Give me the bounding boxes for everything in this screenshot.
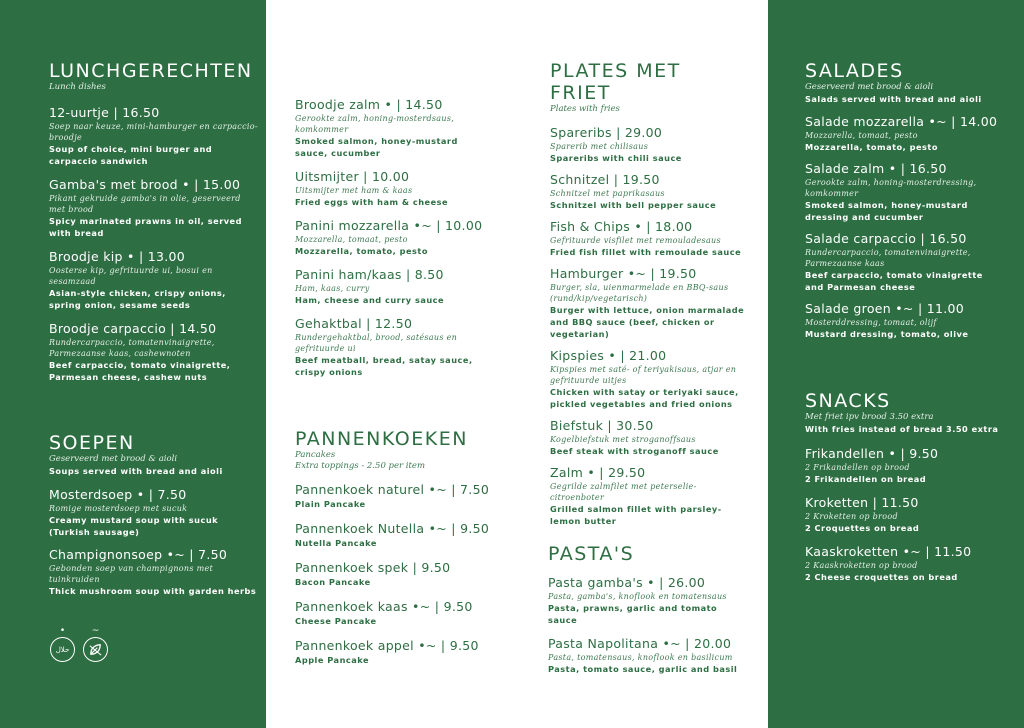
menu-item-description-nl: Pasta, tomatensaus, knoflook en basilicum xyxy=(548,653,733,662)
soups-subtitle-en: Soups served with bread and aioli xyxy=(49,466,223,476)
menu-item xyxy=(805,231,1000,293)
menu-item-description-nl: 2 Kaaskroketten op brood xyxy=(805,561,918,570)
menu-item xyxy=(805,495,1000,534)
menu-item-name: Pannenkoek appel •~ | 9.50 xyxy=(295,638,479,653)
menu-item-description-nl: Gerookte zalm, honing-mosterdsaus, komkommer xyxy=(295,114,455,134)
lunch-title: LUNCHGERECHTEN xyxy=(49,60,253,82)
menu-item-description-nl: Rundergehaktbal, brood, satésaus en gefrituurde ui xyxy=(295,333,458,353)
menu-item-name: Salade mozzarella •~ | 14.00 xyxy=(805,114,998,129)
menu-item xyxy=(295,169,490,208)
vegetarian-legend xyxy=(83,625,108,662)
snacks-section xyxy=(805,390,1000,583)
snacks-subtitle-nl: Met friet ipv brood 3.50 extra xyxy=(805,412,934,422)
menu-item-name: Broodje zalm • | 14.50 xyxy=(295,97,443,112)
menu-item xyxy=(49,547,259,597)
menu-item-description-nl: Schnitzel met paprikasaus xyxy=(550,189,665,198)
menu-item-description-en: Chicken with satay or teriyaki sauce, pickled vegetables and fried onions xyxy=(550,387,739,409)
menu-item xyxy=(49,487,259,538)
menu-item-name: Pasta Napolitana •~ | 20.00 xyxy=(548,636,732,651)
menu-item-description-en: 2 Frikandellen on bread xyxy=(805,474,927,484)
salads-subtitle-en: Salads served with bread and aioli xyxy=(805,94,982,104)
menu-item xyxy=(548,636,743,675)
menu-item-description-en: Spareribs with chili sauce xyxy=(550,153,682,163)
vegetarian-marker: ~ xyxy=(91,626,100,636)
pasta-title: PASTA'S xyxy=(548,543,635,565)
menu-item xyxy=(295,560,495,588)
menu-item-description-en: Beef meatball, bread, satay sauce, crispy onions xyxy=(295,355,473,377)
menu-item-description-nl: Kipspies met saté- of teriyakisaus, atjar en gefrituurde uitjes xyxy=(550,365,737,385)
menu-item-description-nl: Gefrituurde visfilet met remouladesaus xyxy=(550,236,721,245)
menu-item-description-nl: Burger, sla, uienmarmelade en BBQ-saus (rund/kip/vegetarisch) xyxy=(550,283,729,303)
lunch-section xyxy=(49,60,259,383)
menu-item-description-nl: Romige mosterdsoep met sucuk xyxy=(49,504,188,513)
menu-item-description-nl: Gebonden soep van champignons met tuinkruiden xyxy=(49,564,214,584)
menu-item xyxy=(49,177,259,239)
menu-item-description-en: Pasta, prawns, garlic and tomato sauce xyxy=(548,603,718,625)
menu-item-name: Broodje carpaccio | 14.50 xyxy=(49,321,217,336)
salads-section xyxy=(805,60,1000,340)
menu-item-description-en: Grilled salmon fillet with parsley-lemon butter xyxy=(550,504,722,526)
menu-item xyxy=(295,97,490,159)
menu-item-description-en: Plain Pancake xyxy=(295,499,366,509)
menu-item-description-en: Beef carpaccio, tomato vinaigrette and Parmesan cheese xyxy=(805,270,983,292)
menu-item-name: Gehaktbal | 12.50 xyxy=(295,316,413,331)
menu-item-name: Pannenkoek naturel •~ | 7.50 xyxy=(295,482,490,497)
menu-item-name: Zalm • | 29.50 xyxy=(550,465,646,480)
menu-item xyxy=(550,418,745,457)
menu-item xyxy=(49,249,259,311)
plates-title: PLATES MET FRIET xyxy=(550,60,681,104)
menu-item-description-en: Creamy mustard soup with sucuk (Turkish sausage) xyxy=(49,515,219,537)
pancakes-title: PANNENKOEKEN xyxy=(295,428,468,450)
menu-item-name: Spareribs | 29.00 xyxy=(550,125,663,140)
plates-subtitle: Plates with fries xyxy=(550,104,620,114)
menu-item xyxy=(295,482,495,510)
menu-item-name: Salade zalm • | 16.50 xyxy=(805,161,947,176)
menu-item-description-en: Fried eggs with ham & cheese xyxy=(295,197,449,207)
menu-item xyxy=(49,321,259,383)
menu-item-description-en: Schnitzel with bell pepper sauce xyxy=(550,200,717,210)
menu-item xyxy=(805,301,1000,340)
menu-item-description-en: Fried fish fillet with remoulade sauce xyxy=(550,247,742,257)
menu-item-name: Uitsmijter | 10.00 xyxy=(295,169,410,184)
menu-item xyxy=(805,114,1000,153)
lunch-subtitle: Lunch dishes xyxy=(49,82,106,92)
menu-item-description-nl: 2 Frikandellen op brood xyxy=(805,463,910,472)
menu-item-name: Hamburger •~ | 19.50 xyxy=(550,266,697,281)
menu-item xyxy=(550,465,745,527)
pancakes-extra-toppings: Extra toppings - 2.50 per item xyxy=(295,461,426,471)
menu-item-description-en: Beef steak with stroganoff sauce xyxy=(550,446,719,456)
soups-subtitle-nl: Geserveerd met brood & aioli xyxy=(49,454,178,464)
menu-item-description-en: Pasta, tomato sauce, garlic and basil xyxy=(548,664,738,674)
menu-item xyxy=(550,219,745,258)
menu-item-name: Pannenkoek spek | 9.50 xyxy=(295,560,451,575)
menu-item xyxy=(295,316,490,378)
menu-item xyxy=(295,267,490,306)
menu-item xyxy=(805,544,1000,583)
menu-item-name: Pasta gamba's • | 26.00 xyxy=(548,575,706,590)
menu-item-description-nl: Uitsmijter met ham & kaas xyxy=(295,186,413,195)
menu-item-description-nl: Gerookte zalm, honing-mosterdressing, komkommer xyxy=(805,178,977,198)
menu-item-description-en: Smoked salmon, honey-mustard sauce, cucumber xyxy=(295,136,458,158)
menu-item-description-en: Cheese Pancake xyxy=(295,616,377,626)
menu-item-description-en: Mozzarella, tomato, pesto xyxy=(805,142,938,152)
menu-item-description-en: Burger with lettuce, onion marmalade and BBQ sauce (beef, chicken or vegetarian) xyxy=(550,305,745,339)
menu-item-description-nl: 2 Kroketten op brood xyxy=(805,512,898,521)
menu-item xyxy=(805,446,1000,485)
menu-item-name: Pannenkoek kaas •~ | 9.50 xyxy=(295,599,473,614)
menu-item-description-en: Soup of choice, mini burger and carpaccio sandwich xyxy=(49,144,213,166)
pancakes-section xyxy=(295,428,495,666)
menu-item-description-nl: Pasta, gamba's, knoflook en tomatensaus xyxy=(548,592,727,601)
menu-item-description-nl: Ham, kaas, curry xyxy=(295,284,370,293)
menu-item-description-nl: Kogelbiefstuk met stroganoffsaus xyxy=(550,435,696,444)
menu-item xyxy=(550,172,745,211)
menu-item xyxy=(805,161,1000,223)
menu-item-name: 12-uurtje | 16.50 xyxy=(49,105,160,120)
menu-item-description-nl: Mozzarella, tomaat, pesto xyxy=(805,131,918,140)
menu-item-name: Champignonsoep •~ | 7.50 xyxy=(49,547,228,562)
menu-item xyxy=(49,105,259,167)
menu-item xyxy=(548,575,743,626)
menu-item xyxy=(295,599,495,627)
menu-item xyxy=(295,218,490,257)
menu-item-name: Mosterdsoep • | 7.50 xyxy=(49,487,187,502)
soups-title: SOEPEN xyxy=(49,432,135,454)
menu-item-description-en: Spicy marinated prawns in oil, served with bread xyxy=(49,216,242,238)
menu-item xyxy=(295,521,495,549)
menu-item-description-nl: Mosterddressing, tomaat, olijf xyxy=(805,318,937,327)
menu-item-description-en: Nutella Pancake xyxy=(295,538,377,548)
menu-item-description-en: Bacon Pancake xyxy=(295,577,371,587)
menu-item-description-en: Asian-style chicken, crispy onions, spring onion, sesame seeds xyxy=(49,288,226,310)
menu-item-name: Biefstuk | 30.50 xyxy=(550,418,654,433)
menu-item-name: Panini ham/kaas | 8.50 xyxy=(295,267,444,282)
menu-item-description-nl: Mozzarella, tomaat, pesto xyxy=(295,235,408,244)
menu-item-description-en: Thick mushroom soup with garden herbs xyxy=(49,586,257,596)
menu-item-description-en: 2 Croquettes on bread xyxy=(805,523,920,533)
menu-item-description-nl: Soep naar keuze, mini-hamburger en carpaccio-broodje xyxy=(49,122,258,142)
menu-item-description-nl: Pikant gekruide gamba's in olie, geserveerd met brood xyxy=(49,194,241,214)
menu-item-description-en: Beef carpaccio, tomato vinaigrette, Parmesan cheese, cashew nuts xyxy=(49,360,231,382)
snacks-title: SNACKS xyxy=(805,390,891,412)
menu-item-description-nl: Oosterse kip, gefrituurde ui, bosui en sesamzaad xyxy=(49,266,213,286)
menu-item-description-en: Ham, cheese and curry sauce xyxy=(295,295,445,305)
halal-label: حلال xyxy=(55,645,70,654)
menu-item xyxy=(550,266,745,340)
menu-item-name: Schnitzel | 19.50 xyxy=(550,172,660,187)
menu-item-name: Kipspies • | 21.00 xyxy=(550,348,667,363)
pancakes-subtitle: Pancakes xyxy=(295,450,336,460)
menu-item-description-en: Smoked salmon, honey-mustard dressing and cucumber xyxy=(805,200,968,222)
menu-item-description-nl: Rundercarpaccio, tomatenvinaigrette, Parmezaanse kaas, cashewnoten xyxy=(49,338,215,358)
halal-icon xyxy=(50,637,75,662)
menu-item-description-en: 2 Cheese croquettes on bread xyxy=(805,572,958,582)
menu-item-name: Gamba's met brood • | 15.00 xyxy=(49,177,241,192)
menu-item-description-en: Mustard dressing, tomato, olive xyxy=(805,329,969,339)
menu-item xyxy=(550,348,745,410)
menu-item xyxy=(550,125,745,164)
salads-subtitle-nl: Geserveerd met brood & aioli xyxy=(805,82,934,92)
menu-item-name: Frikandellen • | 9.50 xyxy=(805,446,939,461)
menu-item-name: Salade carpaccio | 16.50 xyxy=(805,231,967,246)
menu-item xyxy=(295,638,495,666)
pasta-section xyxy=(548,543,743,675)
menu-item-description-en: Apple Pancake xyxy=(295,655,370,665)
menu-item-description-nl: Sparerib met chilisaus xyxy=(550,142,649,151)
menu-item-name: Kaaskroketten •~ | 11.50 xyxy=(805,544,972,559)
soups-section xyxy=(49,432,259,597)
diet-legend xyxy=(50,625,108,662)
menu-item-name: Panini mozzarella •~ | 10.00 xyxy=(295,218,483,233)
menu-item-name: Fish & Chips • | 18.00 xyxy=(550,219,693,234)
halal-marker: • xyxy=(59,626,66,636)
lunch-continued xyxy=(295,97,490,378)
snacks-subtitle-en: With fries instead of bread 3.50 extra xyxy=(805,424,999,434)
menu-item-name: Kroketten | 11.50 xyxy=(805,495,919,510)
halal-legend xyxy=(50,625,75,662)
menu-item-description-en: Mozzarella, tomato, pesto xyxy=(295,246,428,256)
menu-item-name: Broodje kip • | 13.00 xyxy=(49,249,186,264)
vegetarian-leaf-icon xyxy=(83,637,108,662)
menu-item-name: Pannenkoek Nutella •~ | 9.50 xyxy=(295,521,490,536)
menu-item-description-nl: Rundercarpaccio, tomatenvinaigrette, Parmezaanse kaas xyxy=(805,248,971,268)
menu-item-description-nl: Gegrilde zalmfilet met peterselie-citroenboter xyxy=(550,482,697,502)
menu-item-name: Salade groen •~ | 11.00 xyxy=(805,301,965,316)
plates-section xyxy=(550,60,745,527)
salads-title: SALADES xyxy=(805,60,904,82)
